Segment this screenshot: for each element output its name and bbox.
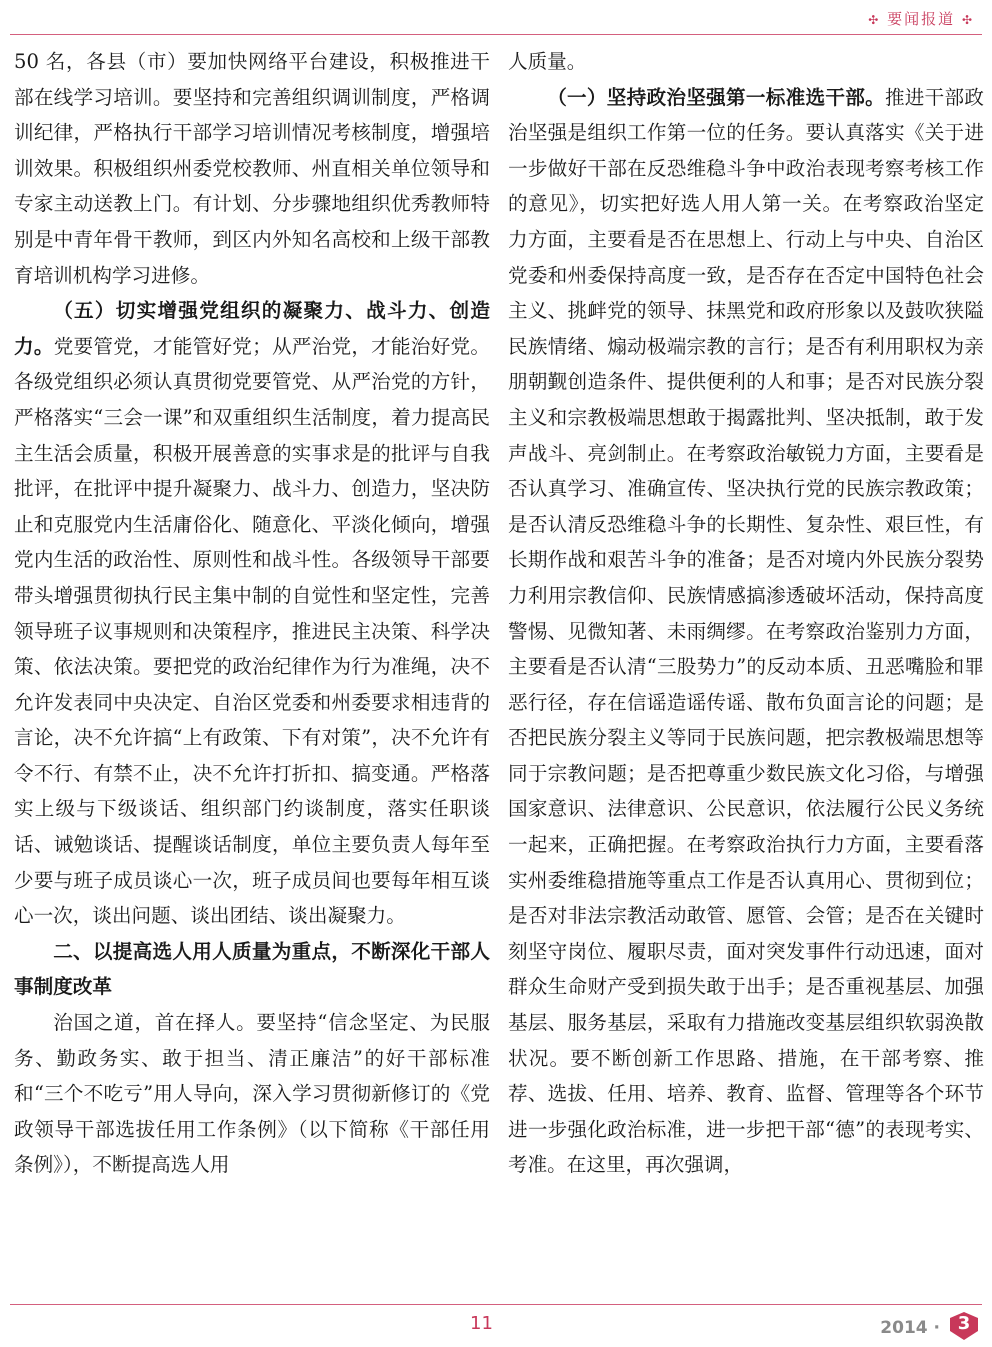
section-header (868, 8, 974, 29)
footer-rule (10, 1304, 982, 1305)
page-number: 11 (470, 1313, 493, 1334)
left-column (14, 44, 490, 1296)
paragraph: 人质量。 (508, 50, 587, 73)
header-rule (10, 34, 982, 35)
paragraph (14, 293, 490, 934)
paragraph: 治国之道，首在择人。要坚持“信念坚定、为民服务、勤政务实、敢于担当、清正廉洁”的好干部标准和“三个不吃亏”用人导向，深入学习贯彻新修订的《党政领导干部选拔任用工作条例》（以下简称《干部任用条例》），不断提高选人用 (14, 1011, 490, 1177)
section-title: 要闻报道 (887, 10, 956, 28)
section-heading: 二、以提高选人用人质量为重点，不断深化干部人事制度改革 (14, 939, 490, 999)
subsection-heading: （一）坚持政治坚强第一标准选干部。 (547, 85, 885, 109)
paragraph (508, 80, 984, 1183)
paragraph-body: 党要管党，才能管好党；从严治党，才能治好党。各级党组织必须认真贯彻党要管党、从严治党的方针，严格落实“三会一课”和双重组织生活制度，着力提高民主生活会质量，积极开展善意的实事求是的批评与自我批评，在批评中提升凝聚力、战斗力、创造力，坚决防止和克服党内生活庸俗化、随意化、平淡化倾向，增强党内生活的政治性、原则性和战斗性。各级领导干部要带头增强贯彻执行民主集中制的自觉性和坚定性，完善领导班子议事规则和决策程序，推进民主决策、科学决策、依法决策。要把党的政治纪律作为行为准绳，决不允许发表同中央决定、自治区党委和州委要求相违背的言论，决不允许搞“上有政策、下有对策”，决不允许有令不行、有禁不止，决不允许打折扣、搞变通。严格落实上级与下级谈话、组织部门约谈制度，落实任职谈话、诫勉谈话、提醒谈话制度，单位主要负责人每年至少要与班子成员谈心一次，班子成员间也要每年相互谈心一次，谈出问题、谈出团结、谈出凝聚力。 (14, 334, 490, 928)
issue-badge (948, 1311, 980, 1341)
ornament-left-icon: ✣ (868, 13, 881, 27)
right-column (508, 44, 984, 1296)
paragraph: 50 名，各县（市）要加快网络平台建设，积极推进干部在线学习培训。要坚持和完善组织调训制度，严格调训纪律，严格执行干部学习培训情况考核制度，增强培训效果。积极组织州委党校教师、州直相关单位领导和专家主动送教上门。有计划、分步骤地组织优秀教师特别是中青年骨干教师，到区内外知名高校和上级干部教育培训机构学习进修。 (14, 50, 490, 287)
ornament-right-icon: ✣ (961, 13, 974, 27)
subsection-heading: （五）切实增强党组织的凝聚力、战斗力、创造力。 (14, 299, 490, 358)
paragraph-body: 推进干部政治坚强是组织工作第一位的任务。要认真落实《关于进一步做好干部在反恐维稳斗争中政治表现考察考核工作的意见》，切实把好选人用人第一关。在考察政治坚定力方面，主要看是否在思想上、行动上与中央、自治区党委和州委保持高度一致，是否存在否定中国特色社会主义、挑衅党的领导、抹黑党和政府形象以及鼓吹狭隘民族情绪、煽动极端宗教的言行；是否有利用职权为亲朋朝觐创造条件、提供便利的人和事；是否对民族分裂主义和宗教极端思想敢于揭露批判、坚决抵制，敢于发声战斗、亮剑制止。在考察政治敏锐力方面，主要看是否认真学习、准确宣传、坚决执行党的民族宗教政策；是否认清反恐维稳斗争的长期性、复杂性、艰巨性，有长期作战和艰苦斗争的准备；是否对境内外民族分裂势力利用宗教信仰、民族情感搞渗透破坏活动，保持高度警惕、见微知著、未雨绸缪。在考察政治鉴别力方面，主要看是否认清“三股势力”的反动本质、丑恶嘴脸和罪恶行径，存在信谣造谣传谣、散布负面言论的问题；是否把民族分裂主义等同于民族问题，把宗教极端思想等同于宗教问题；是否把尊重少数民族文化习俗，与增强国家意识、法律意识、公民意识，依法履行公民义务统一起来，正确把握。在考察政治执行力方面，主要看落实州委维稳措施等重点工作是否认真用心、贯彻到位；是否对非法宗教活动敢管、愿管、会管；是否在关键时刻坚守岗位、履职尽责，面对突发事件行动迅速，面对群众生命财产受到损失敢于出手；是否重视基层、加强基层、服务基层，采取有力措施改变基层组织软弱涣散状况。要不断创新工作思路、措施，在干部考察、推荐、选拔、任用、培养、教育、监督、管理等各个环节进一步强化政治标准，进一步把干部“德”的表现考实、考准。在这里，再次强调， (508, 85, 984, 1177)
issue-number: 3 (957, 1313, 971, 1334)
issue-year: 2014 · (880, 1318, 940, 1338)
